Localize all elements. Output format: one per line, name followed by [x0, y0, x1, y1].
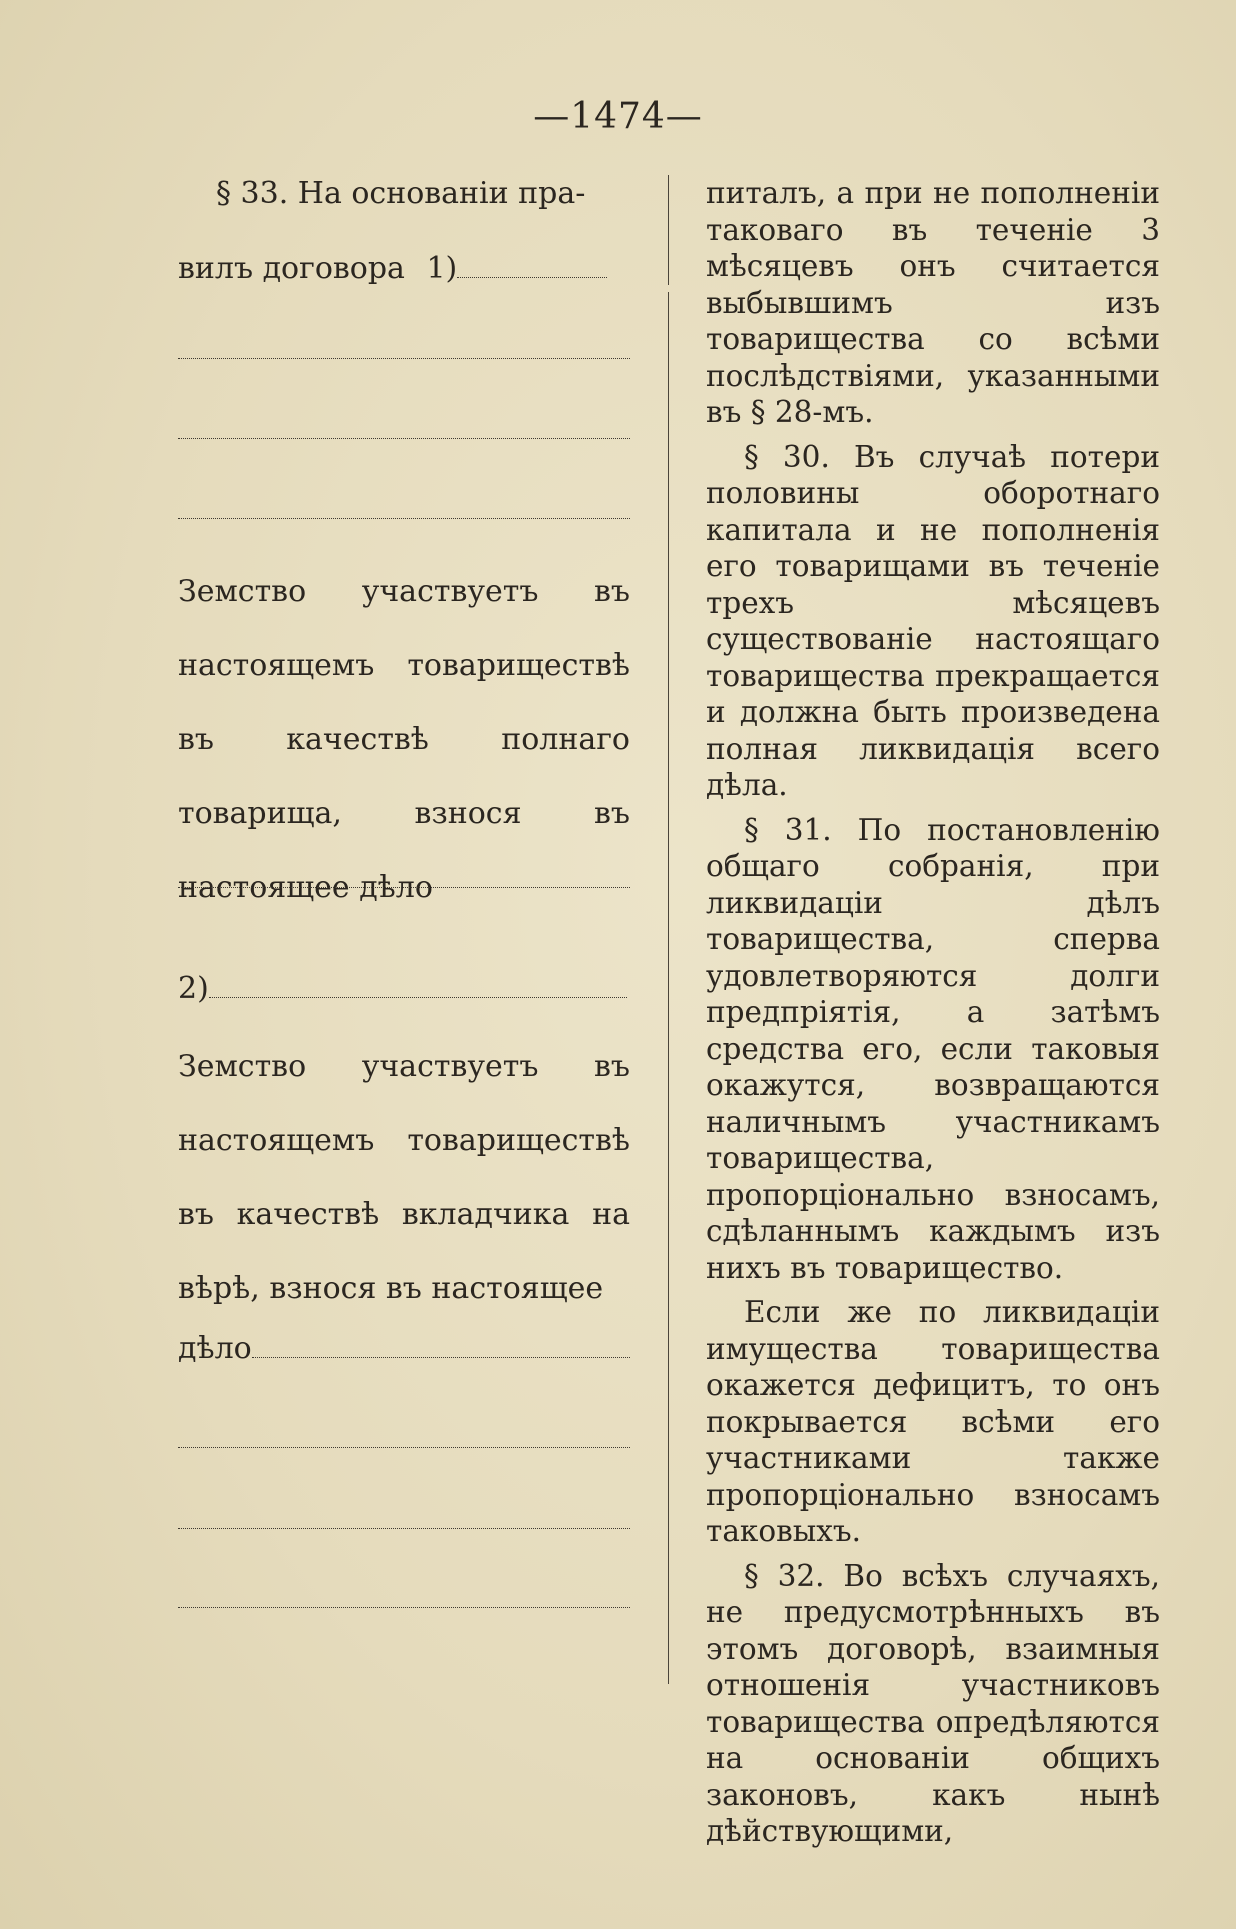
item-2-last-line	[178, 1330, 630, 1368]
deficit-paragraph: Если же по ликвидаціи имущества товарищества окажется дефицитъ, то онъ покрывается всѣми его участниками также пропорціонально взносамъ таковыхъ.	[706, 1295, 1160, 1548]
item-2-label: 2)	[178, 971, 209, 1006]
column-divider	[668, 292, 669, 1684]
blank-fill-line	[178, 1528, 630, 1529]
blank-fill-line	[178, 887, 630, 888]
section-30-paragraph: § 30. Въ случаѣ потери половины оборотнаго капитала и не пополненія его товарищами въ теченіе трехъ мѣсяцевъ существованіе настоящаго товарищества прекращается и должна быть произведена полная ликвидація всего дѣла.	[706, 439, 1160, 802]
blank-fill-line	[178, 358, 630, 359]
blank-fill-line	[178, 1447, 630, 1448]
section-33-heading: § 33. На основаніи пра-	[216, 176, 586, 211]
blank-fill-line	[178, 438, 630, 439]
section-31-paragraph: § 31. По постановленію общаго собранія, при ликвидаціи дѣлъ товарищества, сперва удовлетворяются долги предпріятія, а затѣмъ средства его, если таковыя окажутся, возвращаются наличнымъ участникамъ товарищества, пропорціонально взносамъ, сдѣланнымъ каждымъ изъ нихъ въ товарищество.	[706, 812, 1160, 1285]
contract-rules-text: вилъ договора	[178, 251, 405, 286]
blank-fill-line	[457, 255, 607, 278]
section-32-paragraph: § 32. Во всѣхъ случаяхъ, не предусмотрѣнныхъ въ этомъ договорѣ, взаимныя отношенія участниковъ товарищества опредѣляются на основаніи общихъ законовъ, какъ нынѣ дѣйствующими,	[706, 1558, 1160, 1848]
item-1-label: 1)	[426, 251, 458, 286]
zemstvo-investor-paragraph: Земство участвуетъ въ настоящемъ товариществѣ въ качествѣ вкладчика на вѣрѣ, взнося въ настоящее	[178, 1049, 630, 1306]
blank-fill-line	[178, 1607, 630, 1608]
capital-continuation-paragraph: питалъ, а при не пополненіи таковаго въ теченіе 3 мѣсяцевъ онъ считается выбывшимъ изъ товарищества со всѣми послѣдствіями, указанными въ § 28-мъ.	[706, 176, 1160, 429]
item-2-line	[178, 970, 630, 1008]
blank-fill-line	[178, 518, 630, 519]
blank-fill-line	[252, 1335, 630, 1358]
blank-fill-line	[209, 975, 627, 998]
right-column	[706, 175, 1160, 1858]
page-number: —1474—	[533, 96, 703, 137]
contract-rules-line	[178, 250, 630, 288]
column-divider	[668, 175, 669, 285]
zemstvo-full-partner-paragraph: Земство участвуетъ въ настоящемъ товариществѣ въ качествѣ полнаго товарища, взнося въ настоящее дѣло	[178, 574, 630, 905]
deal-word: дѣло	[178, 1331, 252, 1366]
